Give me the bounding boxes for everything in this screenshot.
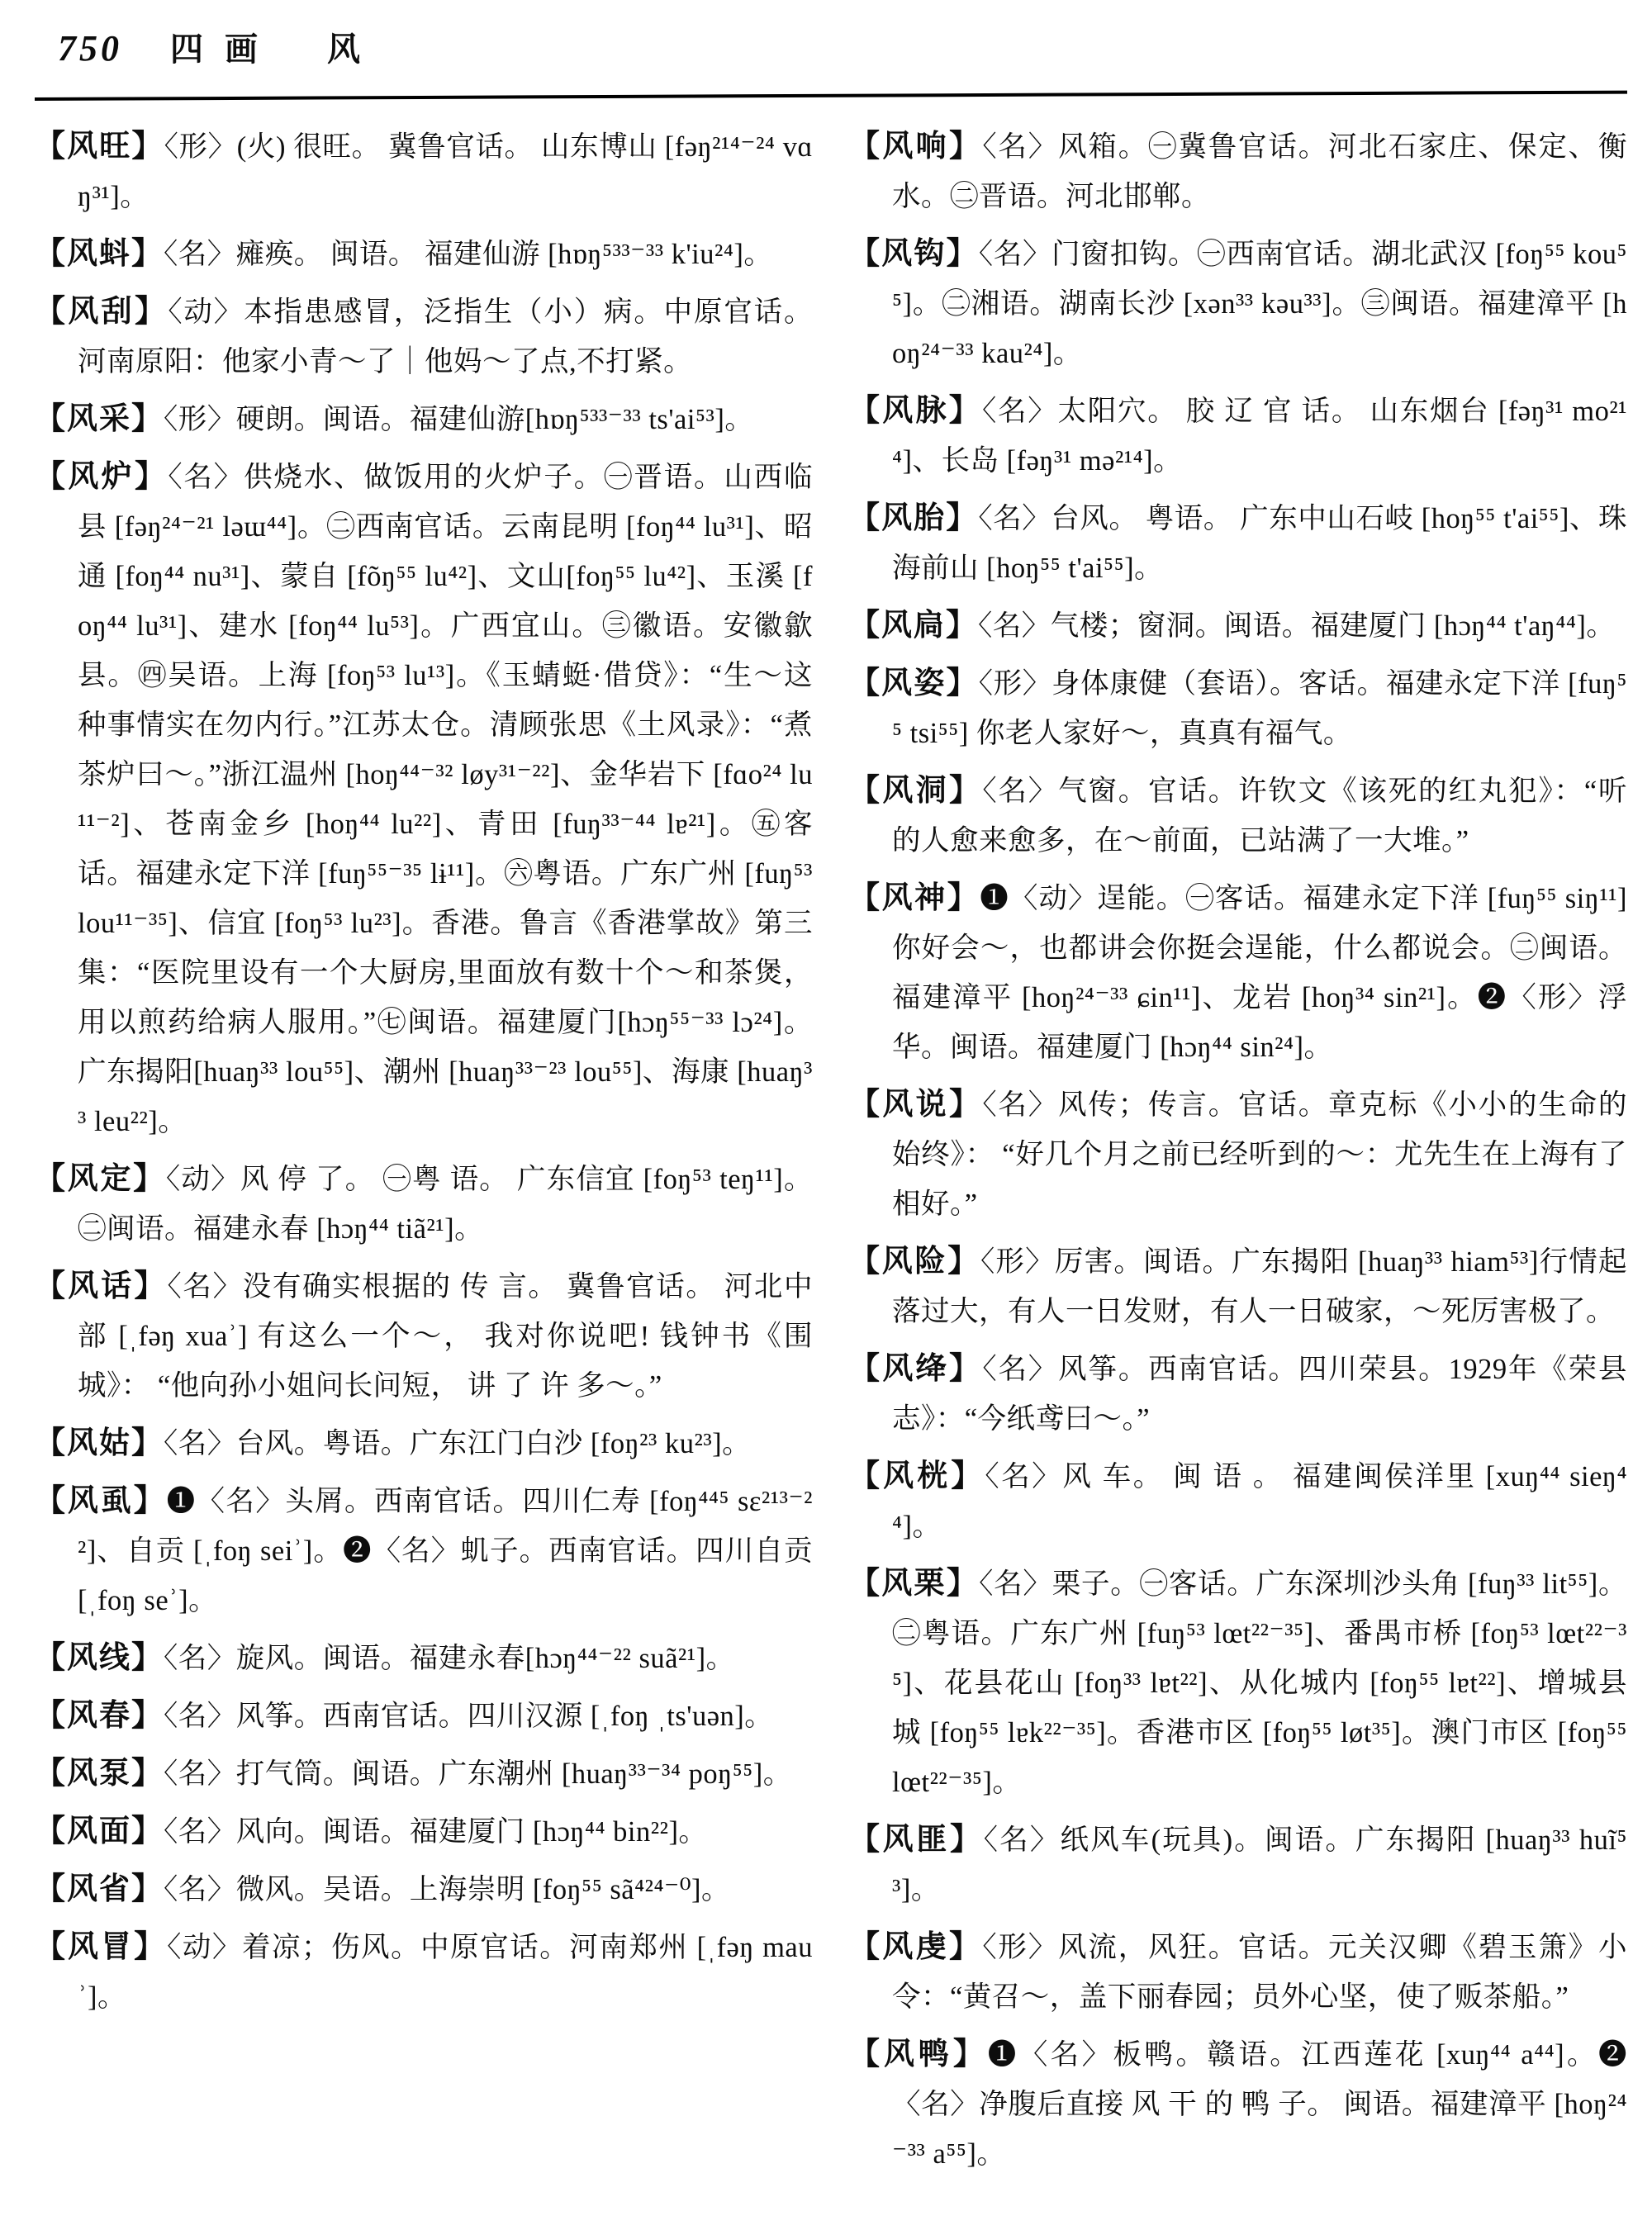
radical-character: 风 (327, 31, 360, 68)
right-column (849, 122, 1627, 2187)
entry-headword: 【风扃】 (849, 609, 978, 643)
dict-entry (849, 387, 1627, 486)
dict-entry (849, 2030, 1627, 2179)
dict-entry (849, 659, 1627, 758)
entry-headword: 【风桄】 (849, 1459, 985, 1493)
dict-entry (35, 1419, 813, 1468)
entry-headword: 【风线】 (35, 1641, 164, 1675)
entry-body: 〈形〉风流，风狂。官话。元关汉卿《碧玉箫》小令：“黄召～，盖下丽春园；员外心坚，使了贩茶船。” (892, 1932, 1628, 2013)
dict-entry (849, 766, 1627, 866)
dict-entry (849, 1923, 1627, 2022)
two-column-layout (35, 122, 1627, 2187)
entry-headword: 【风话】 (35, 1269, 168, 1303)
entry-headword: 【风采】 (35, 402, 164, 436)
entry-body: 〈动〉着凉；伤风。中原官话。河南郑州 [ˌfəŋ mauʾ]。 (78, 1932, 813, 2013)
dict-entry (849, 1080, 1627, 1229)
entry-headword: 【风面】 (35, 1815, 164, 1848)
entry-headword: 【风省】 (35, 1872, 164, 1906)
dict-entry (35, 453, 813, 1146)
dict-entry (35, 1749, 813, 1799)
entry-headword: 【风胎】 (849, 501, 979, 535)
entry-body: 〈名〉栗子。㊀客话。广东深圳沙头角 [fuŋ³³ lit⁵⁵]。㊁粤语。广东广州 [fuŋ⁵³ lœt²²⁻³⁵]、番禺市桥 [foŋ⁵³ lœt²²⁻³⁵]、花县花山 [foŋ³³ lɐt²²]、从化城内 [foŋ⁵⁵ lɐt²²]、增城县城 [foŋ⁵⁵ lɐk²²⁻³⁵]。香港市区 [foŋ⁵⁵ løt³⁵]。澳门市区 [foŋ⁵⁵ lœt²²⁻³⁵]。 (892, 1568, 1628, 1798)
entry-body: 〈名〉风 车。 闽 语 。 福建闽侯洋里 [xuŋ⁴⁴ sieŋ⁴⁴]。 (892, 1461, 1628, 1542)
entry-headword: 【风绛】 (849, 1352, 983, 1386)
stroke-section-title: 四画 (170, 31, 279, 68)
entry-body: ❶〈名〉板鸭。赣语。江西莲花 [xuŋ⁴⁴ a⁴⁴]。❷〈名〉净腹后直接 风 干 的 鸭 子。 闽语。福建漳平 [hoŋ²⁴⁻³³ a⁵⁵]。 (892, 2039, 1627, 2170)
entry-headword: 【风姿】 (849, 667, 979, 700)
dict-entry (849, 1559, 1627, 1807)
entry-headword: 【风匪】 (849, 1823, 984, 1857)
entry-body: 〈名〉风传；传言。官话。章克标《小小的生命的始终》： “好几个月之前已经听到的～：尤先生在上海有了相好。” (892, 1089, 1628, 1220)
dict-entry (35, 395, 813, 444)
entry-body: 〈名〉台风。粤语。广东江门白沙 [foŋ²³ ku²³]。 (164, 1428, 752, 1459)
left-column (35, 122, 813, 2187)
entry-headword: 【风神】 (849, 881, 980, 915)
entry-body: 〈名〉风筝。西南官话。四川汉源 [ˌfoŋ ˌts'uən]。 (164, 1701, 774, 1732)
dict-entry (35, 287, 813, 387)
entry-headword: 【风鸭】 (849, 2038, 988, 2071)
entry-body: 〈名〉打气筒。闽语。广东潮州 [huaŋ³³⁻³⁴ poŋ⁵⁵]。 (164, 1758, 792, 1790)
entry-body: 〈名〉风向。闽语。福建厦门 [hɔŋ⁴⁴ bin²²]。 (164, 1816, 708, 1848)
entry-headword: 【风泵】 (35, 1757, 164, 1791)
dict-entry (35, 122, 813, 221)
entry-headword: 【风蚪】 (35, 237, 164, 271)
entry-body: 〈名〉门窗扣钩。㊀西南官话。湖北武汉 [foŋ⁵⁵ kou⁵⁵]。㊁湘语。湖南长沙 [xən³³ kəu³³]。㊂闽语。福建漳平 [hoŋ²⁴⁻³³ kau²⁴]。 (892, 239, 1627, 369)
dict-entry (35, 1691, 813, 1741)
entry-body: 〈名〉台风。 粤语。 广东中山石岐 [hoŋ⁵⁵ t'ai⁵⁵]、珠海前山 [hoŋ⁵⁵ t'ai⁵⁵]。 (892, 503, 1628, 584)
dict-entry (849, 494, 1627, 593)
entry-headword: 【风冒】 (35, 1930, 168, 1964)
dict-entry (35, 230, 813, 279)
dict-entry (35, 1923, 813, 2022)
dict-entry (849, 1815, 1627, 1914)
entry-headword: 【风脉】 (849, 394, 982, 428)
dict-entry (849, 1237, 1627, 1336)
dict-entry (849, 122, 1627, 221)
entry-body: 〈形〉身体康健（套语）。客话。福建永定下洋 [fuŋ⁵⁵ tsi⁵⁵] 你老人家好～，真真有福气。 (892, 668, 1627, 749)
entry-headword: 【风春】 (35, 1699, 164, 1733)
dict-entry (849, 874, 1627, 1072)
entry-body: 〈名〉气楼；窗洞。闽语。福建厦门 [hɔŋ⁴⁴ t'aŋ⁴⁴]。 (978, 610, 1616, 642)
entry-headword: 【风炉】 (35, 460, 169, 494)
entry-body: 〈名〉没有确实根据的 传 言。 冀鲁官话。 河北中部 [ˌfəŋ xuaʾ] 有这么一个～， 我对你说吧! 钱钟书《围城》： “他向孙小姐问长问短， 讲 了 许 多～。” (78, 1271, 814, 1402)
entry-body: ❶〈名〉头屑。西南官话。四川仁寿 [foŋ⁴⁴⁵ sɛ²¹³⁻²²]、自贡 [ˌfoŋ seiʾ]。❷〈名〉虮子。西南官话。四川自贡 [ˌfoŋ seʾ]。 (78, 1486, 814, 1616)
entry-body: ❶〈动〉逞能。㊀客话。福建永定下洋 [fuŋ⁵⁵ siŋ¹¹]你好会～，也都讲会你挺会逞能，什么都说会。㊁闽语。福建漳平 [hoŋ²⁴⁻³³ ɕin¹¹]、龙岩 [hoŋ³⁴ sin²¹]。❷〈形〉浮华。闽语。福建厦门 [hɔŋ⁴⁴ sin²⁴]。 (892, 883, 1627, 1063)
entry-headword: 【风洞】 (849, 774, 983, 808)
entry-body: 〈名〉气窗。官话。许钦文《该死的红丸犯》：“听的人愈来愈多，在～前面，已站满了一大堆。” (892, 776, 1628, 856)
dict-entry (849, 230, 1627, 378)
dict-entry (849, 601, 1627, 651)
entry-body: 〈形〉(火) 很旺。 冀鲁官话。 山东博山 [fəŋ²¹⁴⁻²⁴ vɑŋ³¹]。 (78, 131, 814, 212)
entry-body: 〈名〉瘫痪。 闽语。 福建仙游 [hɒŋ⁵³³⁻³³ k'iu²⁴]。 (164, 239, 773, 270)
dict-entry (35, 1865, 813, 1914)
dict-entry (35, 1477, 813, 1625)
dict-entry (35, 1155, 813, 1254)
entry-headword: 【风险】 (849, 1245, 980, 1279)
entry-body: 〈名〉供烧水、做饭用的火炉子。㊀晋语。山西临县 [fəŋ²⁴⁻²¹ ləɯ⁴⁴]。㊁西南官话。云南昆明 [foŋ⁴⁴ lu³¹]、昭通 [foŋ⁴⁴ nu³¹]、蒙自 [fõŋ⁵⁵ lu⁴²]、文山[foŋ⁵⁵ lu⁴²]、玉溪 [foŋ⁴⁴ lu³¹]、建水 [foŋ⁴⁴ lu⁵³]。广西宜山。㊂徽语。安徽歙县。㊃吴语。上海 [foŋ⁵³ lu¹³]。《玉蜻蜓·借贷》：“生～这种事情实在勿内行。”江苏太仓。清顾张思《土风录》：“煮茶炉曰～。”浙江温州 [hoŋ⁴⁴⁻³² løy³¹⁻²²]、金华岩下 [fɑo²⁴ lu¹¹⁻²]、苍南金乡 [hoŋ⁴⁴ lu²²]、青田 [fuŋ³³⁻⁴⁴ lɐ²¹]。㊄客话。福建永定下洋 [fuŋ⁵⁵⁻³⁵ lɨ¹¹]。㊅粤语。广东广州 [fuŋ⁵³ lou¹¹⁻³⁵]、信宜 [foŋ⁵³ lu²³]。香港。鲁言《香港掌故》第三集：“医院里设有一个大厨房,里面放有数十个～和茶煲，用以煎药给病人服用。”㊆闽语。福建厦门[hɔŋ⁵⁵⁻³³ lɔ²⁴]。广东揭阳[huaŋ³³ lou⁵⁵]、潮州 [huaŋ³³⁻²³ lou⁵⁵]、海康 [huaŋ³³ leu²²]。 (78, 462, 814, 1137)
entry-headword: 【风定】 (35, 1162, 166, 1196)
entry-body: 〈名〉太阳穴。 胶 辽 官 话。 山东烟台 [fəŋ³¹ mo²¹⁴]、长岛 [fəŋ³¹ mə²¹⁴]。 (892, 396, 1628, 477)
entry-body: 〈动〉本指患感冒，泛指生（小）病。中原官话。河南原阳：他家小青～了｜他妈～了点,不打紧。 (78, 297, 814, 377)
dict-entry (849, 1345, 1627, 1444)
entry-body: 〈名〉旋风。闽语。福建永春[hɔŋ⁴⁴⁻²² suã²¹]。 (164, 1643, 735, 1674)
entry-headword: 【风虔】 (849, 1930, 983, 1964)
page-number: 750 (58, 28, 122, 69)
entry-headword: 【风钩】 (849, 237, 979, 271)
entry-headword: 【风刮】 (35, 295, 169, 329)
entry-headword: 【风栗】 (849, 1567, 980, 1601)
entry-body: 〈名〉微风。吴语。上海崇明 [foŋ⁵⁵ sã⁴²⁴⁻⁰]。 (164, 1874, 731, 1905)
entry-headword: 【风说】 (849, 1088, 983, 1122)
entry-headword: 【风虱】 (35, 1484, 167, 1518)
entry-headword: 【风姑】 (35, 1426, 164, 1460)
dict-entry (35, 1262, 813, 1411)
entry-body: 〈名〉风箱。㊀冀鲁官话。河北石家庄、保定、衡水。㊁晋语。河北邯郸。 (892, 131, 1628, 212)
entry-body: 〈名〉纸风车(玩具)。闽语。广东揭阳 [huaŋ³³ huĩ⁵³]。 (892, 1824, 1627, 1905)
entry-body: 〈名〉风筝。西南官话。四川荣县。1929年《荣县志》：“今纸鸢曰～。” (892, 1354, 1627, 1435)
dict-entry (35, 1634, 813, 1683)
dict-entry (35, 1807, 813, 1857)
entry-headword: 【风旺】 (35, 130, 164, 164)
entry-body: 〈形〉硬朗。闽语。福建仙游[hɒŋ⁵³³⁻³³ ts'ai⁵³]。 (164, 404, 754, 435)
entry-body: 〈动〉风 停 了。 ㊀粤 语。 广东信宜 [foŋ⁵³ teŋ¹¹]。㊁闽语。福建永春 [hɔŋ⁴⁴ tiã²¹]。 (78, 1164, 813, 1245)
page-header (35, 23, 1627, 93)
dict-entry (849, 1452, 1627, 1551)
entry-headword: 【风响】 (849, 130, 983, 164)
entry-body: 〈形〉厉害。闽语。广东揭阳 [huaŋ³³ hiam⁵³]行情起落过大，有人一日发财，有人一日破家，～死厉害极了。 (892, 1246, 1627, 1327)
